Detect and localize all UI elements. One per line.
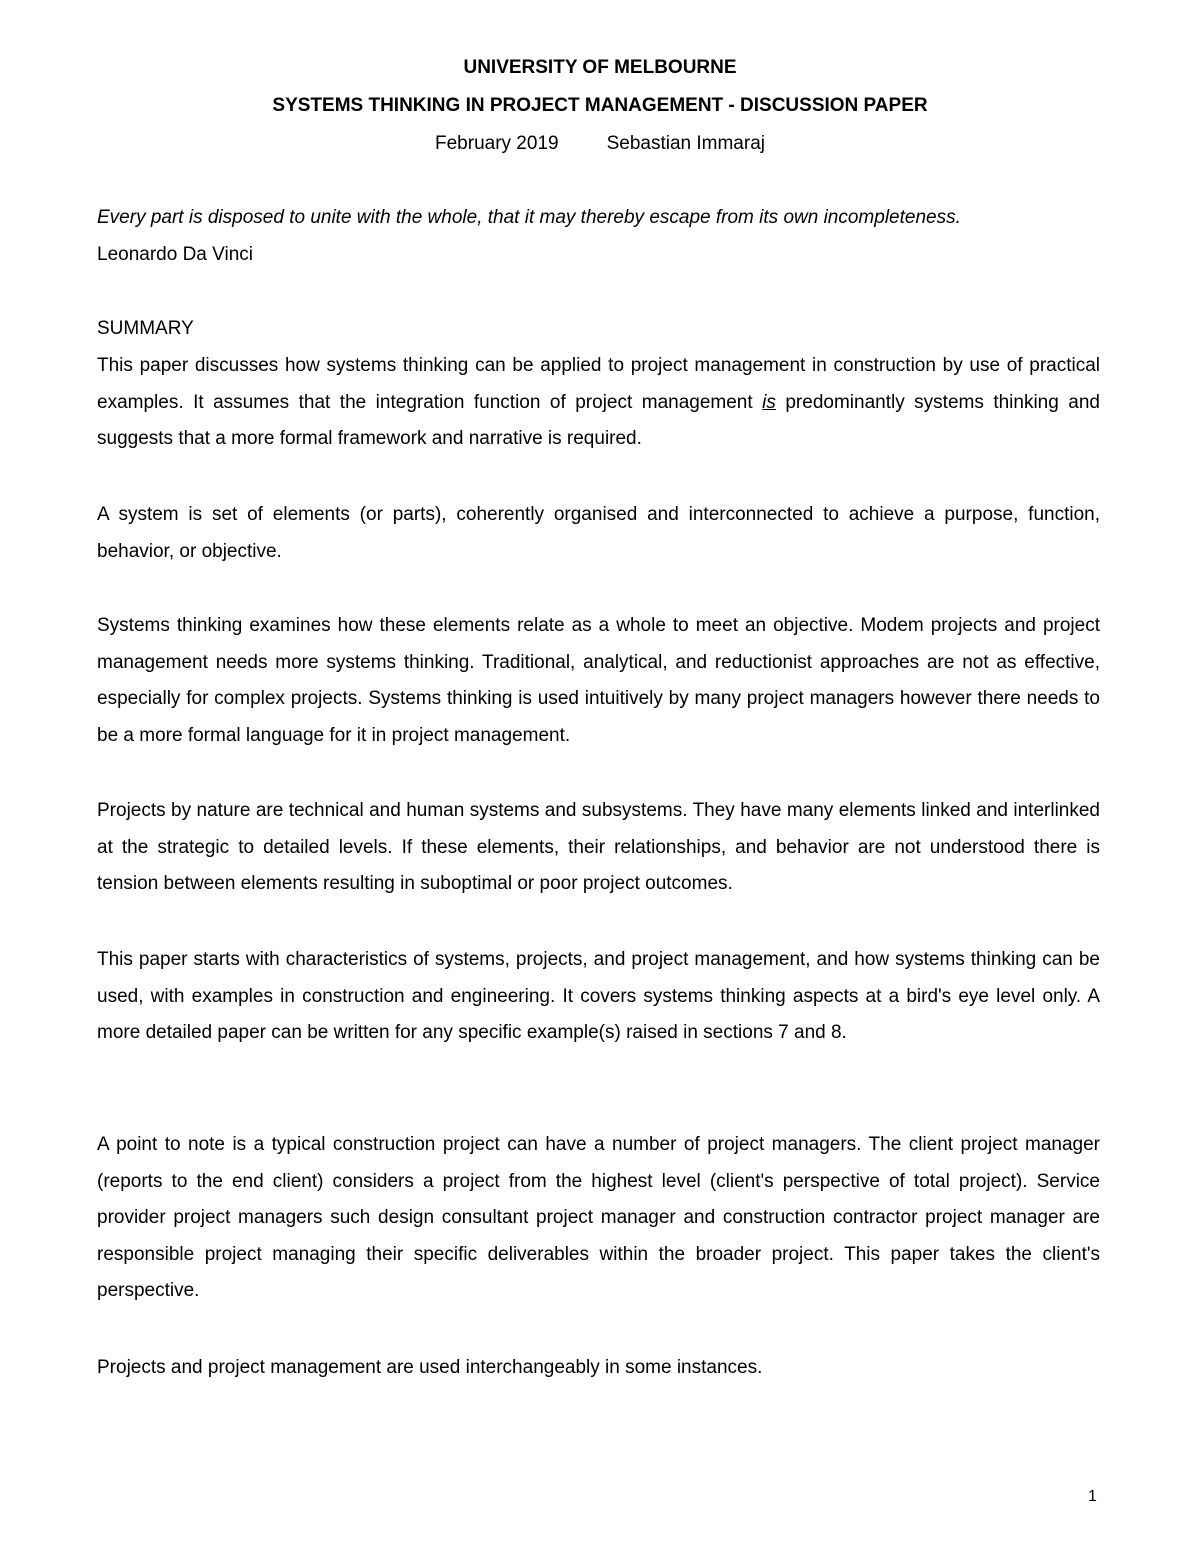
- paper-date: February 2019: [435, 133, 559, 154]
- page-number: 1: [1088, 1488, 1097, 1505]
- summary-heading: SUMMARY: [97, 318, 194, 339]
- institution-heading: UNIVERSITY OF MELBOURNE: [463, 57, 737, 78]
- date-author-line: [0, 132, 1200, 156]
- epigraph-attribution: Leonardo Da Vinci: [97, 244, 253, 265]
- p1-emphasis: is: [762, 391, 776, 413]
- summary-paragraph-6: A point to note is a typical construction project can have a number of project managers. The client project manager (reports to the end client) considers a project from the highest level (client's perspective of total project). Service provider project managers such design consultant project manager and construction contractor project manager are responsible project managing their specific deliverables within the broader project. This paper takes the client's perspective.: [97, 1134, 1100, 1302]
- summary-paragraph-1: [97, 348, 1100, 458]
- p1-text-end: predominantly systems thinking and suggests that a more formal framework and narrative is required.: [97, 391, 1100, 450]
- paper-author: Sebastian Immaraj: [606, 133, 765, 154]
- p1-text-start: This paper discusses how systems thinking can be applied to project management in construction by use of practical examples. It assumes that the integration function of project management: [97, 355, 1100, 413]
- summary-paragraph-3: Systems thinking examines how these elements relate as a whole to meet an objective. Modem projects and project management needs more systems thinking. Traditional, analytical, and reductionist approaches are not as effective, especially for complex projects. Systems thinking is used intuitively by many project managers however there needs to be a more formal language for it in project management.: [97, 615, 1100, 746]
- summary-paragraph-4: Projects by nature are technical and human systems and subsystems. They have many elements linked and interlinked at the strategic to detailed levels. If these elements, their relationships, and behavior are not understood there is tension between elements resulting in suboptimal or poor project outcomes.: [97, 800, 1100, 895]
- paper-title: SYSTEMS THINKING IN PROJECT MANAGEMENT - DISCUSSION PAPER: [272, 95, 928, 116]
- summary-paragraph-7: Projects and project management are used interchangeably in some instances.: [97, 1357, 763, 1378]
- epigraph-quote: Every part is disposed to unite with the whole, that it may thereby escape from its own incompleteness.: [97, 207, 961, 228]
- summary-paragraph-5: This paper starts with characteristics of systems, projects, and project management, and how systems thinking can be used, with examples in construction and engineering. It covers systems thinking aspects at a bird's eye level only. A more detailed paper can be written for any specific example(s) raised in sections 7 and 8.: [97, 949, 1100, 1044]
- summary-paragraph-2: A system is set of elements (or parts), coherently organised and interconnected to achieve a purpose, function, behavior, or objective.: [97, 504, 1100, 562]
